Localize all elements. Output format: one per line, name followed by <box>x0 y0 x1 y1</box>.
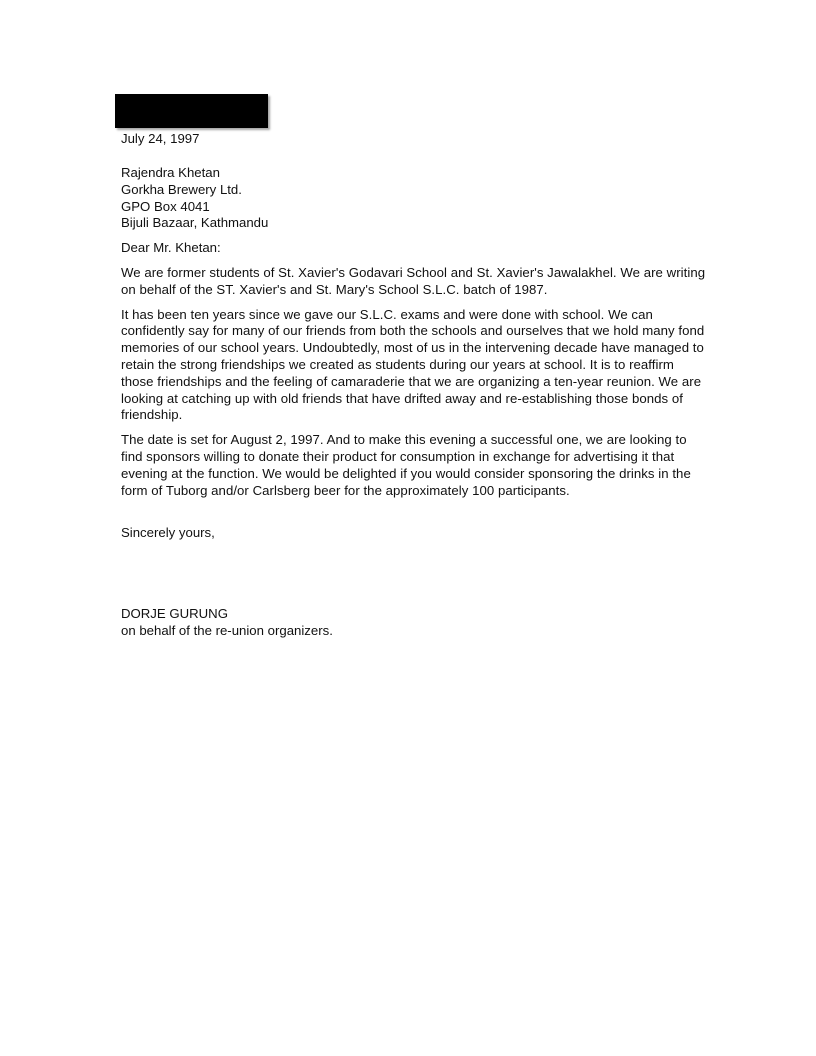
letter-body <box>121 265 706 507</box>
recipient-po-box: GPO Box 4041 <box>121 198 210 214</box>
recipient-name: Rajendra Khetan <box>121 165 220 180</box>
recipient-address <box>121 165 268 232</box>
body-paragraph: The date is set for August 2, 1997. And to make this evening a successful one, we are looking to find sponsors willing to donate their product for consumption in exchange for advertising it that evening at the function. We would be delighted if you would consider sponsoring the drinks in the form of Tuborg and/or Carlsberg beer for the approximately 100 participants. <box>121 432 691 498</box>
signer-note: on behalf of the re-union organizers. <box>121 622 333 638</box>
signer-name: DORJE GURUNG <box>121 606 228 621</box>
body-paragraph: We are former students of St. Xavier's Godavari School and St. Xavier's Jawalakhel. We are writing on behalf of the ST. Xavier's and St. Mary's School S.L.C. batch of 1987. <box>121 265 706 297</box>
salutation: Dear Mr. Khetan: <box>121 240 221 255</box>
recipient-location: Bijuli Bazaar, Kathmandu <box>121 215 269 231</box>
recipient-company: Gorkha Brewery Ltd. <box>121 181 242 197</box>
body-paragraph: It has been ten years since we gave our S.L.C. exams and were done with school. We can confidently say for many of our friends from both the schools and ourselves that we hold many fond memories of our school years. Undoubtedly, most of us in the intervening decade have managed to retain the strong friendships we created as students during our years at school. It is to reaffirm those friendships and the feeling of camaraderie that we are organizing a ten-year reunion. We are looking at catching up with old friends that have drifted away and re-establishing those bonds of friendship. <box>121 306 705 423</box>
signature-block <box>121 606 333 640</box>
letter-date: July 24, 1997 <box>121 131 200 146</box>
redaction-block <box>115 94 268 128</box>
closing: Sincerely yours, <box>121 525 215 540</box>
